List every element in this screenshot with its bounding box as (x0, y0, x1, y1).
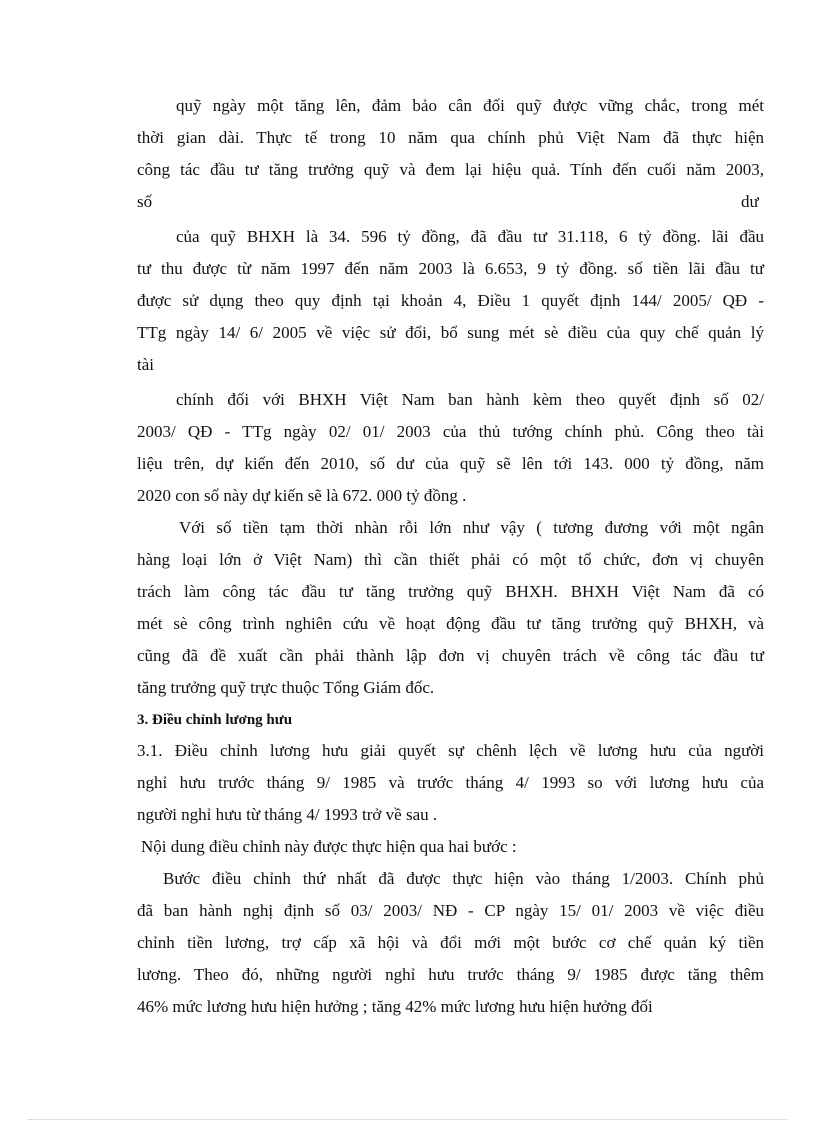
paragraph-4-line-2: hàng loại lớn ở Việt Nam) thì cần thiết phải có một tổ chức, đơn vị chuyên (137, 550, 764, 569)
paragraph-3-line-3: liệu trên, dự kiến đến 2010, số dư của quỹ sẽ lên tới 143. 000 tỷ đồng, năm (137, 454, 764, 473)
paragraph-1-line-2: thời gian dài. Thực tế trong 10 năm qua chính phủ Việt Nam đã thực hiện (137, 128, 764, 147)
step-paragraph-line-2: đã ban hành nghị định số 03/ 2003/ NĐ - CP ngày 15/ 01/ 2003 về việc điều (137, 901, 764, 920)
paragraph-4-line-3: trách làm công tác đầu tư tăng trưởng quỹ BHXH. BHXH Việt Nam đã có (137, 582, 764, 601)
paragraph-4-line-1: Với số tiền tạm thời nhàn rỗi lớn như vậy ( tương đương với một ngân (179, 518, 764, 537)
step-paragraph-line-1: Bước điều chỉnh thứ nhất đã được thực hiện vào tháng 1/2003. Chính phủ (163, 869, 764, 888)
paragraph-4-line-6: tăng trưởng quỹ trực thuộc Tổng Giám đốc. (137, 678, 435, 697)
paragraph-3-line-4: 2020 con số này dự kiến sẽ là 672. 000 tỷ đồng . (137, 486, 467, 505)
paragraph-2-line-5: tài (137, 355, 154, 374)
paragraph-1-line-5: dư (741, 192, 759, 211)
content-intro: Nội dung điều chỉnh này được thực hiện qua hai bước : (141, 837, 517, 856)
paragraph-1-line-3: công tác đầu tư tăng trưởng quỹ và đem lại hiệu quả. Tính đến cuối năm 2003, (137, 160, 764, 179)
paragraph-2-line-4: TTg ngày 14/ 6/ 2005 về việc sử đổi, bổ sung mét sè điều của quy chế quản lý (137, 323, 764, 342)
paragraph-4-line-5: cũng đã đề xuất cần phải thành lập đơn vị chuyên trách về công tác đầu tư (137, 646, 764, 665)
paragraph-2-line-3: được sử dụng theo quy định tại khoản 4, Điều 1 quyết định 144/ 2005/ QĐ - (137, 291, 764, 310)
paragraph-3-line-1: chính đối với BHXH Việt Nam ban hành kèm theo quyết định số 02/ (176, 390, 764, 409)
paragraph-2-line-2: tư thu được từ năm 1997 đến năm 2003 là 6.653, 9 tỷ đồng. số tiền lãi đầu tư (137, 259, 764, 278)
paragraph-1-line-4: số (137, 192, 153, 211)
paragraph-3-line-2: 2003/ QĐ - TTg ngày 02/ 01/ 2003 của thủ tướng chính phủ. Công theo tài (137, 422, 764, 441)
paragraph-1-line-1: quỹ ngày một tăng lên, đảm bảo cân đối quỹ được vững chắc, trong mét (176, 96, 764, 115)
paragraph-4-line-4: mét sè công trình nghiên cứu về hoạt động đầu tư tăng trưởng quỹ BHXH, và (137, 614, 764, 633)
subsection-line-1: 3.1. Điều chỉnh lương hưu giải quyết sự chênh lệch về lương hưu của người (137, 741, 764, 760)
step-paragraph-line-4: lương. Theo đó, những người nghỉ hưu trước tháng 9/ 1985 được tăng thêm (137, 965, 764, 984)
subsection-line-2: nghỉ hưu trước tháng 9/ 1985 và trước tháng 4/ 1993 so với lương hưu của (137, 773, 764, 792)
step-paragraph-line-3: chỉnh tiền lương, trợ cấp xã hội và đổi mới một bước cơ chế quản ký tiền (137, 933, 764, 952)
subsection-line-3: người nghỉ hưu từ tháng 4/ 1993 trở về sau . (137, 805, 438, 824)
paragraph-2-line-1: của quỹ BHXH là 34. 596 tỷ đồng, đã đầu tư 31.118, 6 tỷ đồng. lãi đầu (176, 227, 764, 246)
step-paragraph-line-5: 46% mức lương hưu hiện hưởng ; tăng 42% mức lương hưu hiện hưởng đối (137, 997, 653, 1016)
section-heading: 3. Điều chỉnh lương hưu (137, 712, 293, 728)
footer-dotted-rule (28, 1119, 788, 1120)
